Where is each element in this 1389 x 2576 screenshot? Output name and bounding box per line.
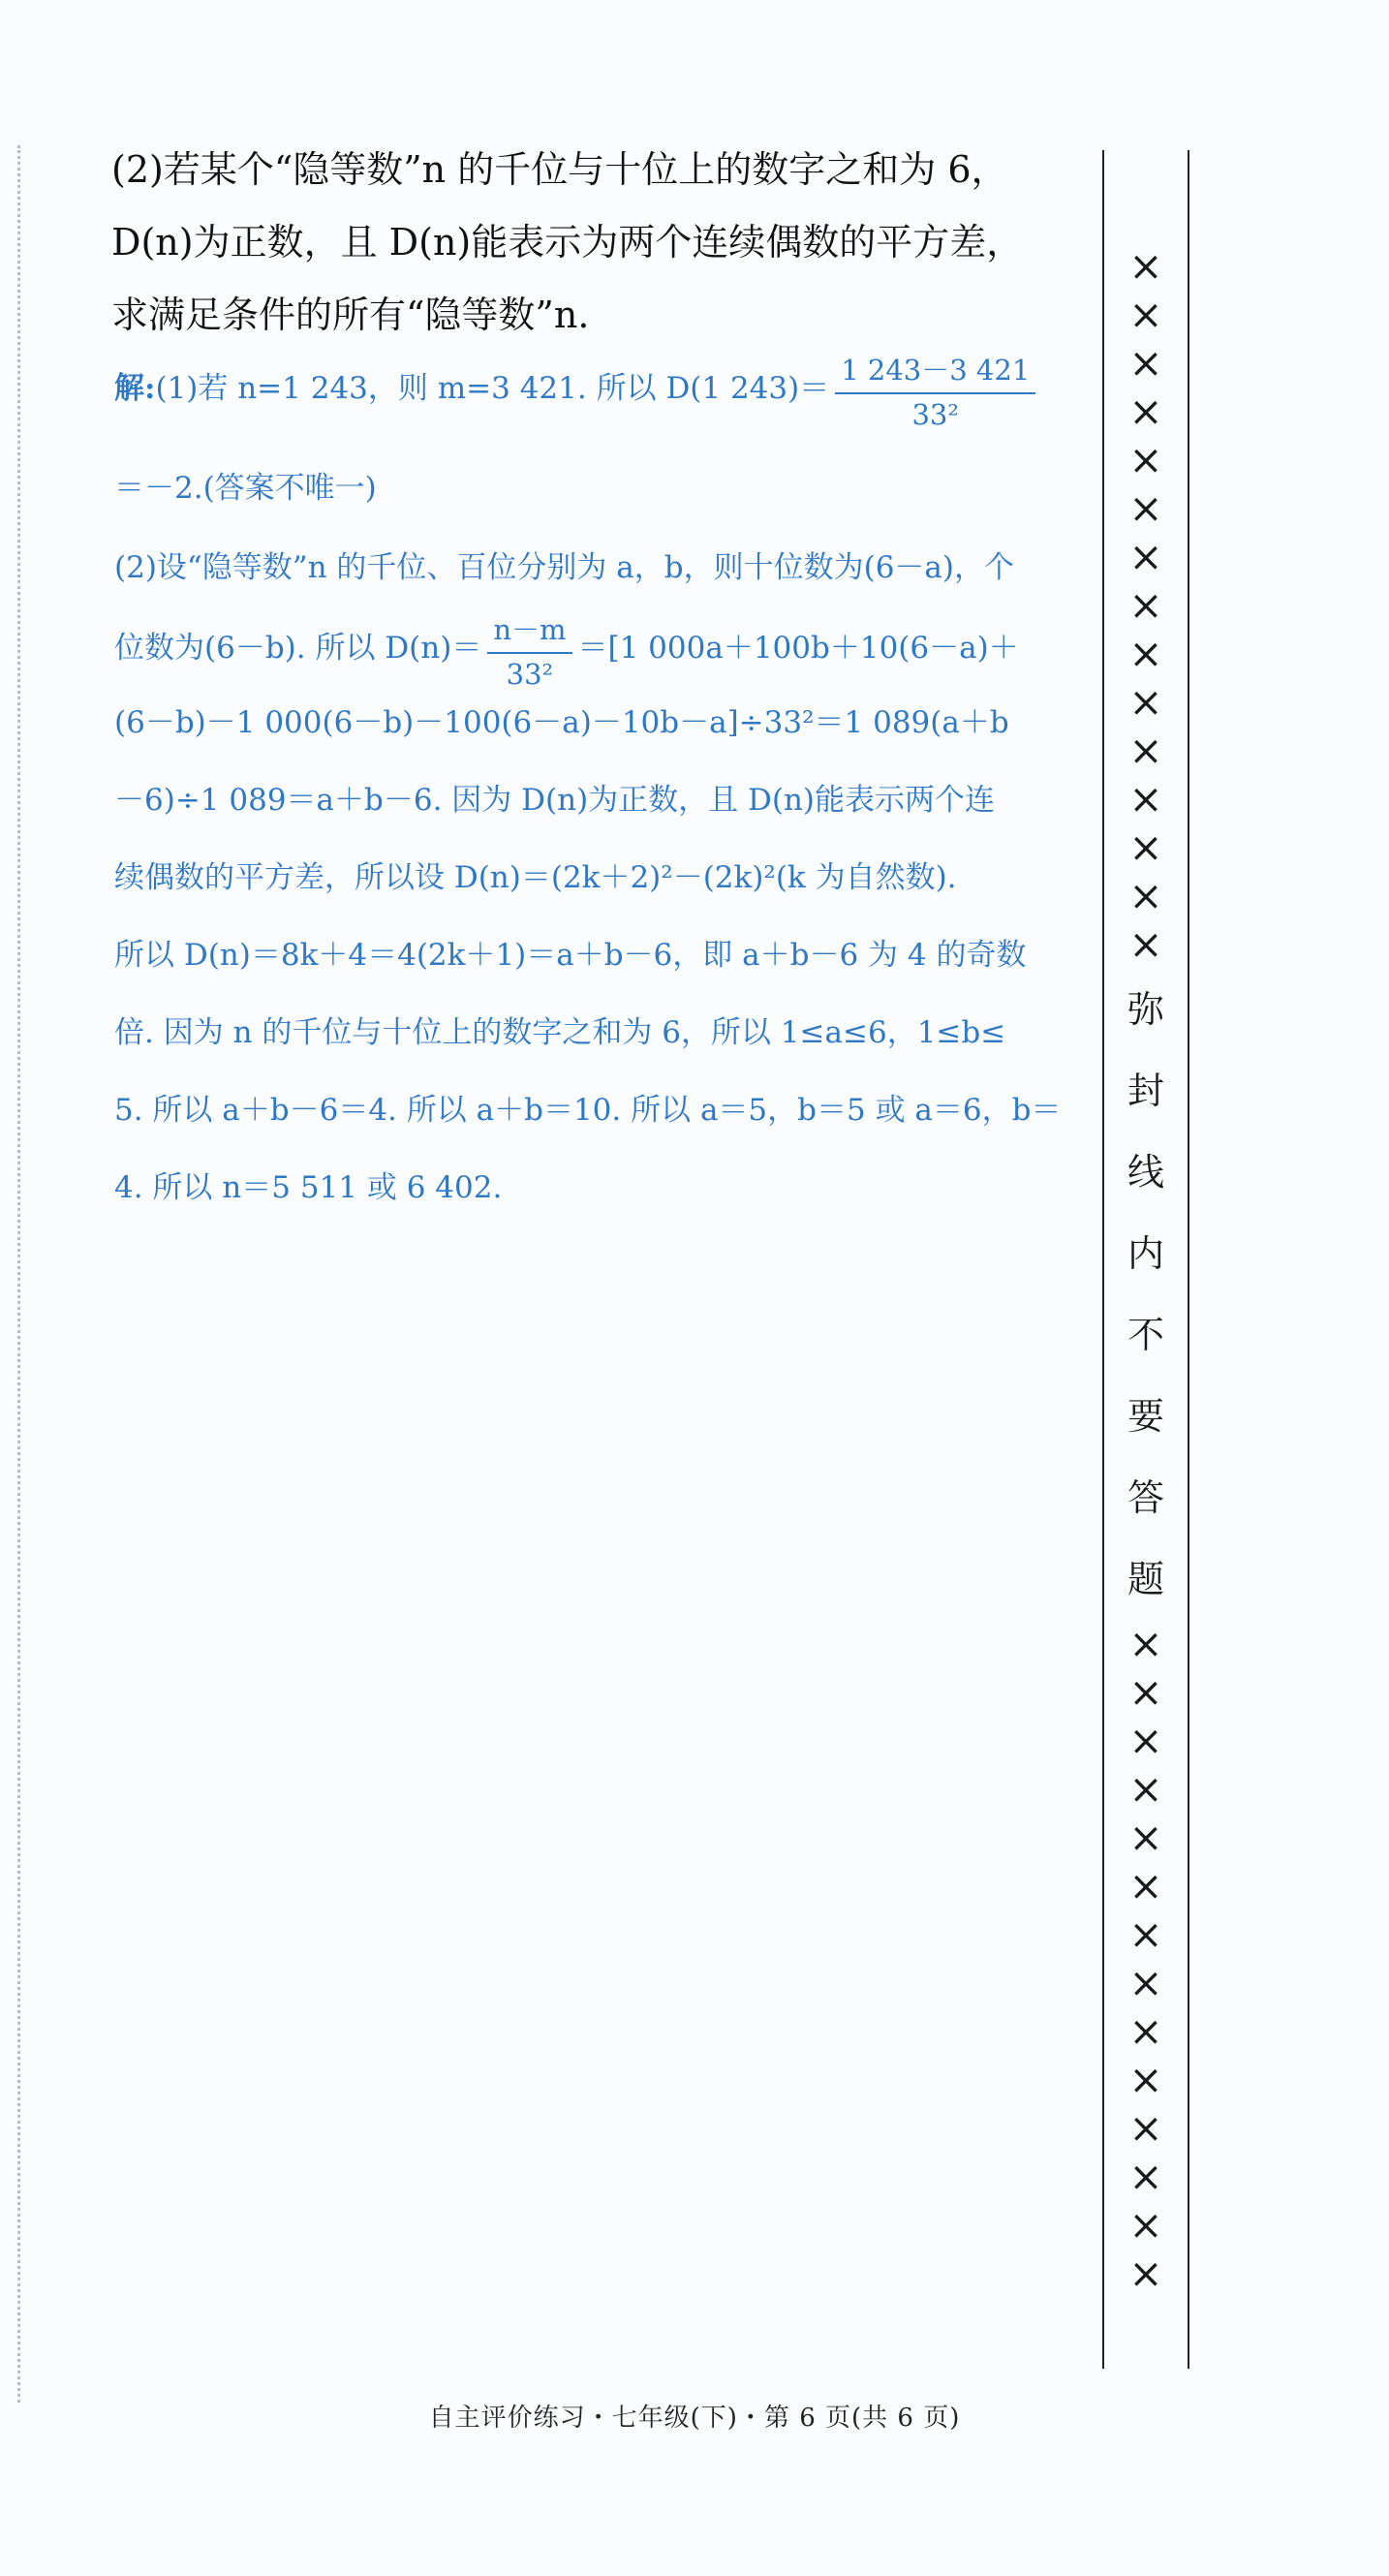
seal-char: 不	[1127, 1314, 1164, 1356]
seal-bottom-x-mark: ×	[1128, 2104, 1163, 2152]
seal-top-x-mark: ×	[1128, 678, 1163, 726]
seal-top-x-mark: ×	[1128, 823, 1163, 871]
seal-bottom-x-mark: ×	[1128, 2201, 1163, 2249]
seal-char: 弥	[1127, 988, 1164, 1031]
answer-line-4-text: 位数为(6－b). 所以 D(n)＝	[114, 631, 482, 666]
question-line-3: 求满足条件的所有“隐等数”n.	[111, 294, 590, 336]
seal-top-x-mark: ×	[1128, 727, 1163, 774]
question-line-2: D(n)为正数，且 D(n)能表示为两个连续偶数的平方差，	[111, 221, 1024, 264]
seal-bottom-x-mark: ×	[1128, 1862, 1163, 1909]
seal-line-column	[1102, 150, 1189, 2369]
seal-bottom-x-mark: ×	[1128, 1814, 1163, 1861]
seal-rule-right	[1188, 150, 1189, 2369]
seal-char: 答	[1127, 1476, 1164, 1519]
seal-top-x-mark: ×	[1128, 920, 1163, 968]
seal-char: 要	[1127, 1395, 1164, 1438]
answer-line-1-text: (1)若 n=1 243，则 m=3 421. 所以 D(1 243)＝	[155, 371, 830, 406]
answer-line-4	[114, 608, 1019, 691]
answer-line-11: 4. 所以 n＝5 511 或 6 402.	[114, 1170, 503, 1205]
fraction-1-numerator: 1 243－3 421	[835, 349, 1035, 394]
seal-top-x-mark: ×	[1128, 630, 1163, 677]
seal-bottom-x-mark: ×	[1128, 1910, 1163, 1958]
seal-char: 封	[1127, 1070, 1164, 1112]
fraction-2-denominator: 33²	[506, 658, 554, 691]
answer-line-9: 倍. 因为 n 的千位与十位上的数字之和为 6，所以 1≤a≤6，1≤b≤	[114, 1015, 1006, 1050]
seal-top-x-mark: ×	[1128, 291, 1163, 338]
seal-top-x-mark: ×	[1128, 775, 1163, 822]
seal-top-x-mark: ×	[1128, 533, 1163, 580]
seal-top-x-mark: ×	[1128, 242, 1163, 290]
seal-top-x-mark: ×	[1128, 339, 1163, 387]
answer-line-2: ＝－2.(答案不唯一)	[114, 471, 377, 506]
seal-bottom-x-mark: ×	[1128, 2056, 1163, 2103]
fraction-2-numerator: n－m	[487, 608, 571, 654]
seal-bottom-x-mark: ×	[1128, 2153, 1163, 2200]
question-line-1: (2)若某个“隐等数”n 的千位与十位上的数字之和为 6，	[111, 148, 1008, 191]
answer-line-5: (6－b)－1 000(6－b)－100(6－a)－10b－a]÷33²＝1 089(a＋b	[114, 705, 1009, 740]
fraction-1	[835, 349, 1035, 431]
seal-top-x-mark: ×	[1128, 388, 1163, 435]
answer-line-3: (2)设“隐等数”n 的千位、百位分别为 a，b，则十位数为(6－a)，个	[114, 550, 1014, 585]
seal-bottom-x-mark: ×	[1128, 2250, 1163, 2297]
seal-char: 内	[1127, 1232, 1164, 1275]
fraction-1-denominator: 33²	[911, 398, 960, 431]
seal-bottom-x-mark: ×	[1128, 2007, 1163, 2055]
seal-bottom-x-mark: ×	[1128, 1959, 1163, 2006]
answer-line-10: 5. 所以 a＋b－6＝4. 所以 a＋b＝10. 所以 a＝5，b＝5 或 a＝6，b＝	[114, 1093, 1062, 1128]
seal-bottom-x-mark: ×	[1128, 1765, 1163, 1813]
answer-line-4-rest: ＝[1 000a＋100b＋10(6－a)＋	[577, 631, 1019, 666]
answer-line-7: 续偶数的平方差，所以设 D(n)＝(2k＋2)²－(2k)²(k 为自然数).	[114, 860, 957, 895]
seal-top-x-mark: ×	[1128, 436, 1163, 483]
answer-line-1	[114, 349, 1041, 431]
seal-top-x-mark: ×	[1128, 484, 1163, 532]
answer-line-6: －6)÷1 089＝a＋b－6. 因为 D(n)为正数，且 D(n)能表示两个连	[114, 783, 996, 818]
binding-margin-line	[17, 145, 20, 2403]
answer-line-8: 所以 D(n)＝8k＋4＝4(2k＋1)＝a＋b－6，即 a＋b－6 为 4 的奇数	[114, 938, 1027, 973]
page-footer: 自主评价练习・七年级(下)・第 6 页(共 6 页)	[428, 2404, 961, 2433]
seal-bottom-x-mark: ×	[1128, 1717, 1163, 1764]
seal-char: 题	[1127, 1558, 1164, 1600]
fraction-2	[487, 608, 571, 691]
answer-label: 解:	[114, 371, 156, 406]
seal-top-x-mark: ×	[1128, 872, 1163, 919]
seal-top-x-mark: ×	[1128, 581, 1163, 629]
seal-char: 线	[1127, 1151, 1164, 1194]
seal-bottom-x-mark: ×	[1128, 1668, 1163, 1716]
seal-bottom-x-mark: ×	[1128, 1620, 1163, 1667]
question-block	[111, 134, 1070, 352]
seal-text	[1104, 242, 1188, 2298]
